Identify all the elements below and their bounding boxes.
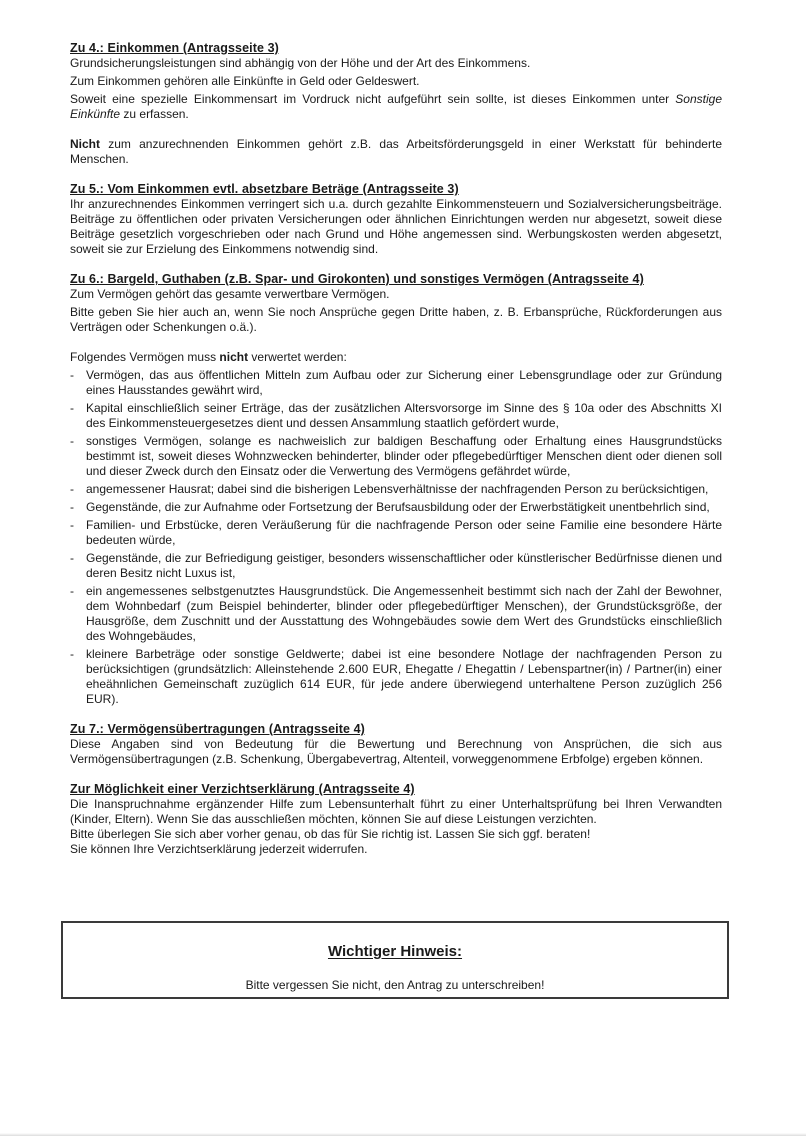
list-item-text: Gegenstände, die zur Aufnahme oder Fortsetzung der Berufsausbildung oder der Erwerbstätigkeit unentbehrlich sind, <box>86 500 710 514</box>
text: zu erfassen. <box>120 107 189 121</box>
dash-bullet-icon: - <box>70 482 74 496</box>
bold-term: nicht <box>219 350 249 364</box>
notice-title: Wichtiger Hinweis: <box>327 943 463 960</box>
list-item <box>70 401 722 431</box>
list-item <box>70 518 722 548</box>
section-einkommen <box>70 40 722 167</box>
section-heading: Zu 4.: Einkommen (Antragsseite 3) <box>70 41 279 55</box>
paragraph: Zum Einkommen gehören alle Einkünfte in Geld oder Geldeswert. <box>70 74 420 88</box>
text: verwertet werden: <box>248 350 347 364</box>
dash-bullet-icon: - <box>70 551 74 565</box>
paragraph: Diese Angaben sind von Bedeutung für die Bewertung und Berechnung von Ansprüchen, die sich aus Vermögensübertragungen (z.B. Schenkung, Übergabevertrag, Altenteil, vorweggenommene Erbfolge) ergeben können. <box>70 737 722 766</box>
section-vermoegensuebertragungen <box>70 721 722 767</box>
list-item-text: sonstiges Vermögen, solange es nachweislich zur baldigen Beschaffung oder Erhaltung eines Hausgrundstücks bestimmt ist, soweit dieses Wohnzwecken behinderter, blinder oder pflegebedürftiger Menschen dient oder dienen soll und dieser Zweck durch den Einsatz oder die Verwertung des Vermögens gefährdet würde, <box>86 434 722 478</box>
italic-term: Sonstige Einkünfte <box>70 92 722 121</box>
list-intro <box>70 350 722 365</box>
paragraph: Bitte überlegen Sie sich aber vorher genau, ob das für Sie richtig ist. Lassen Sie sich ggf. beraten! <box>70 827 591 841</box>
section-verzichtserklaerung <box>70 781 722 857</box>
text: zum anzurechnenden Einkommen gehört z.B. das Arbeitsförderungsgeld in einer Werkstatt für behinderte Menschen. <box>70 137 722 166</box>
text: Soweit eine spezielle Einkommensart im Vordruck nicht aufgeführt sein sollte, ist dieses Einkommen unter <box>70 92 676 106</box>
paragraph-sonstige-einkuenfte <box>70 92 722 122</box>
bold-term: Nicht <box>70 137 100 151</box>
paragraph: Ihr anzurechnendes Einkommen verringert sich u.a. durch gezahlte Einkommensteuern und Sozialversicherungsbeiträge. Beiträge zu öffentlichen oder privaten Versicherungen oder ähnlichen Einrichtungen werden nur abgesetzt, soweit diese Beiträge gesetzlich vorgeschrieben oder nach Grund und Höhe angemessen sind. Werbungskosten werden abgesetzt, soweit sie zur Erzielung des Einkommens notwendig sind. <box>70 197 722 256</box>
list-item <box>70 482 722 497</box>
paragraph: Die Inanspruchnahme ergänzender Hilfe zum Lebensunterhalt führt zu einer Unterhaltsprüfung bei Ihren Verwandten (Kinder, Eltern). Wenn Sie das ausschließen möchten, können Sie auf diese Leistungen verzichten. <box>70 797 722 826</box>
dash-bullet-icon: - <box>70 368 74 382</box>
paragraph: Zum Vermögen gehört das gesamte verwertbare Vermögen. <box>70 287 390 301</box>
list-item-text: angemessener Hausrat; dabei sind die bisherigen Lebensverhältnisse der nachfragenden Person zu berücksichtigen, <box>86 482 709 496</box>
document-page <box>70 40 722 857</box>
paragraph: Bitte geben Sie hier auch an, wenn Sie noch Ansprüche gegen Dritte haben, z. B. Erbansprüche, Rückforderungen aus Verträgen oder Schenkungen o.ä.). <box>70 305 722 334</box>
list-item <box>70 368 722 398</box>
list-item-text: Familien- und Erbstücke, deren Veräußerung für die nachfragende Person oder seine Familie eine besondere Härte bedeuten würde, <box>86 518 722 547</box>
section-vermoegen <box>70 271 722 707</box>
list-item-text: Kapital einschließlich seiner Erträge, das der zusätzlichen Altersvorsorge im Sinne des § 10a oder des Abschnitts XI des Einkommensteuergesetzes dient und dessen Ansammlung staatlich gefördert wurde, <box>86 401 722 430</box>
list-item-text: kleinere Barbeträge oder sonstige Geldwerte; dabei ist eine besondere Notlage der nachfragenden Person zu berücksichtigen (grundsätzlich: Alleinstehende 2.600 EUR, Ehegatte / Ehegattin / Lebenspartner(in) / Partner(in) einer eheähnlichen Gemeinschaft zuzüglich 614 EUR, für jede andere überwiegend unterhaltene Person zuzüglich 256 EUR). <box>86 647 722 706</box>
list-item <box>70 500 722 515</box>
list-item <box>70 551 722 581</box>
text: Folgendes Vermögen muss <box>70 350 220 364</box>
list-item-text: Gegenstände, die zur Befriedigung geistiger, besonders wissenschaftlicher oder künstlerischer Bedürfnisse dienen und deren Besitz nicht Luxus ist, <box>86 551 722 580</box>
dash-bullet-icon: - <box>70 401 74 415</box>
paragraph-nicht-einkommen <box>70 137 722 167</box>
dash-bullet-icon: - <box>70 647 74 661</box>
notice-text: Bitte vergessen Sie nicht, den Antrag zu unterschreiben! <box>245 978 545 992</box>
dash-bullet-icon: - <box>70 434 74 448</box>
list-item-text: ein angemessenes selbstgenutztes Hausgrundstück. Die Angemessenheit bestimmt sich nach der Zahl der Bewohner, dem Wohnbedarf (zum Beispiel behinderter, blinder oder pflegebedürftiger Menschen), der Grundstücksgröße, der Hausgröße, dem Zuschnitt und der Ausstattung des Wohngebäudes sowie dem Wert des Grundstücks einschließlich des Wohngebäudes, <box>86 584 722 643</box>
list-item <box>70 434 722 479</box>
section-heading: Zu 6.: Bargeld, Guthaben (z.B. Spar- und Girokonten) und sonstiges Vermögen (Antragsseite 4) <box>70 272 644 286</box>
section-heading: Zu 5.: Vom Einkommen evtl. absetzbare Beträge (Antragsseite 3) <box>70 182 459 196</box>
important-notice-box <box>61 921 729 999</box>
dash-bullet-icon: - <box>70 584 74 598</box>
section-absetzbare-betraege <box>70 181 722 257</box>
list-item-text: Vermögen, das aus öffentlichen Mitteln zum Aufbau oder zur Sicherung einer Lebensgrundlage oder zur Gründung eines Hausstandes gewährt wird, <box>86 368 722 397</box>
exempt-assets-list <box>70 368 722 707</box>
section-heading: Zu 7.: Vermögensübertragungen (Antragsseite 4) <box>70 722 365 736</box>
paragraph: Sie können Ihre Verzichtserklärung jederzeit widerrufen. <box>70 842 368 856</box>
dash-bullet-icon: - <box>70 518 74 532</box>
section-heading: Zur Möglichkeit einer Verzichtserklärung (Antragsseite 4) <box>70 782 415 796</box>
list-item <box>70 584 722 644</box>
paragraph: Grundsicherungsleistungen sind abhängig von der Höhe und der Art des Einkommens. <box>70 56 531 70</box>
list-item <box>70 647 722 707</box>
dash-bullet-icon: - <box>70 500 74 514</box>
